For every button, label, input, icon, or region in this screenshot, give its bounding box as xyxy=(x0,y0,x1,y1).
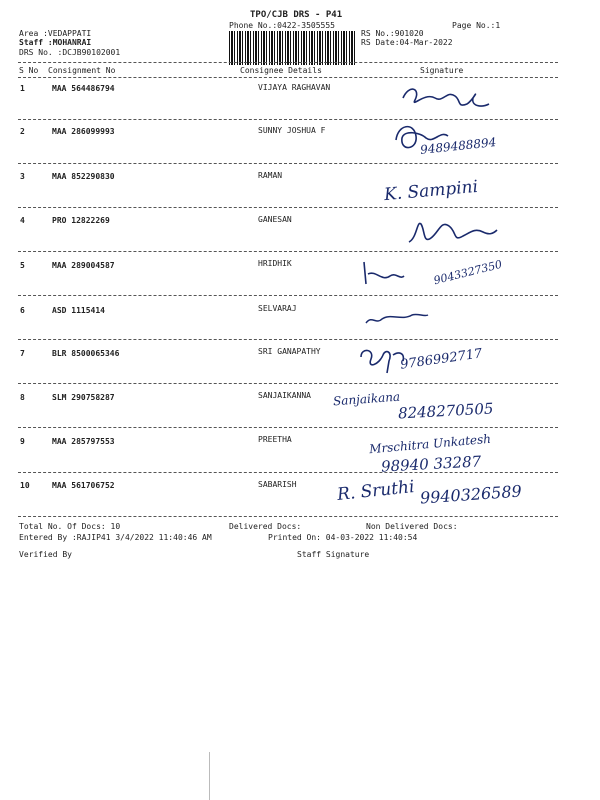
divider xyxy=(18,62,558,63)
rs-number: RS No.:901020 xyxy=(361,29,424,38)
signature-name: Sanjaikana xyxy=(332,389,401,409)
signature-mark xyxy=(362,305,432,329)
row-sno: 10 xyxy=(20,481,30,490)
divider xyxy=(18,472,558,473)
row-consignment: MAA 561706752 xyxy=(52,481,115,490)
rs-date: RS Date:04-Mar-2022 xyxy=(361,38,453,47)
row-sno: 2 xyxy=(20,127,25,136)
row-consignee: SANJAIKANNA xyxy=(258,391,311,400)
delivered-docs: Delivered Docs: xyxy=(229,522,302,531)
row-consignment: MAA 285797553 xyxy=(52,437,115,446)
row-consignee: SABARISH xyxy=(258,480,297,489)
signature-name: R. Sruthi xyxy=(336,477,416,505)
row-sno: 7 xyxy=(20,349,25,358)
scan-edge xyxy=(209,752,210,800)
row-consignee: RAMAN xyxy=(258,171,283,180)
area-label: Area :VEDAPPATI xyxy=(19,29,92,38)
row-sno: 6 xyxy=(20,306,25,315)
row-consignment: MAA 289004587 xyxy=(52,261,115,270)
signature-phone: 8248270505 xyxy=(397,399,494,423)
row-consignment: SLM 290758287 xyxy=(52,393,115,402)
row-consignment: ASD 1115414 xyxy=(52,306,105,315)
row-consignee: HRIDHIK xyxy=(258,259,292,268)
drs-number: DRS No. :DCJB90102001 xyxy=(19,48,121,57)
signature-mark xyxy=(358,256,408,292)
row-consignee: VIJAYA RAGHAVAN xyxy=(258,83,331,92)
row-consignment: BLR 8500065346 xyxy=(52,349,120,358)
row-sno: 9 xyxy=(20,437,25,446)
row-sno: 4 xyxy=(20,216,25,225)
page-number: Page No.:1 xyxy=(452,21,501,30)
row-sno: 8 xyxy=(20,393,25,402)
divider xyxy=(18,295,558,296)
divider xyxy=(18,163,558,164)
document-title: TPO/CJB DRS - P41 xyxy=(250,10,343,20)
barcode xyxy=(229,31,357,65)
row-consignee: SUNNY JOSHUA F xyxy=(258,126,326,135)
row-consignment: MAA 852290830 xyxy=(52,172,115,181)
staff-signature: Staff Signature xyxy=(297,550,370,559)
entered-by: Entered By :RAJIP41 3/4/2022 11:40:46 AM xyxy=(19,533,212,542)
row-consignment: MAA 286099993 xyxy=(52,127,115,136)
row-consignment: PRO 12822269 xyxy=(52,216,110,225)
signature-phone: 9043327350 xyxy=(432,257,504,288)
column-header-consignment: Consignment No xyxy=(48,66,116,75)
signature-phone: 9786992717 xyxy=(399,346,484,373)
signature-name: K. Sampini xyxy=(383,176,479,206)
divider xyxy=(18,383,558,384)
non-delivered-docs: Non Delivered Docs: xyxy=(366,522,458,531)
phone-number: Phone No.:0422-3505555 xyxy=(229,21,335,30)
row-sno: 5 xyxy=(20,261,25,270)
row-sno: 1 xyxy=(20,84,25,93)
column-header-sno: S No xyxy=(19,66,39,75)
signature-mark xyxy=(405,212,500,252)
signature-phone: 98940 33287 xyxy=(380,452,482,476)
column-header-signature: Signature xyxy=(420,66,464,75)
row-consignee: PREETHA xyxy=(258,435,292,444)
divider xyxy=(18,427,558,428)
signature-mark xyxy=(395,78,495,120)
row-consignee: SELVARAJ xyxy=(258,304,297,313)
column-header-consignee: Consignee Details xyxy=(240,66,322,75)
row-consignment: MAA 564486794 xyxy=(52,84,115,93)
row-consignee: GANESAN xyxy=(258,215,292,224)
divider xyxy=(18,516,558,517)
printed-on: Printed On: 04-03-2022 11:40:54 xyxy=(268,533,418,542)
signature-phone: 9940326589 xyxy=(419,481,523,508)
total-docs: Total No. Of Docs: 10 xyxy=(19,522,121,531)
divider xyxy=(18,339,558,340)
row-consignee: SRI GANAPATHY xyxy=(258,347,321,356)
signature-phone: 9489488894 xyxy=(419,135,497,157)
signature-name: Mrschitra Unkatesh xyxy=(368,431,492,457)
divider xyxy=(18,207,558,208)
staff-label: Staff :MOHANRAI xyxy=(19,38,92,47)
row-sno: 3 xyxy=(20,172,25,181)
verified-by: Verified By xyxy=(19,550,72,559)
